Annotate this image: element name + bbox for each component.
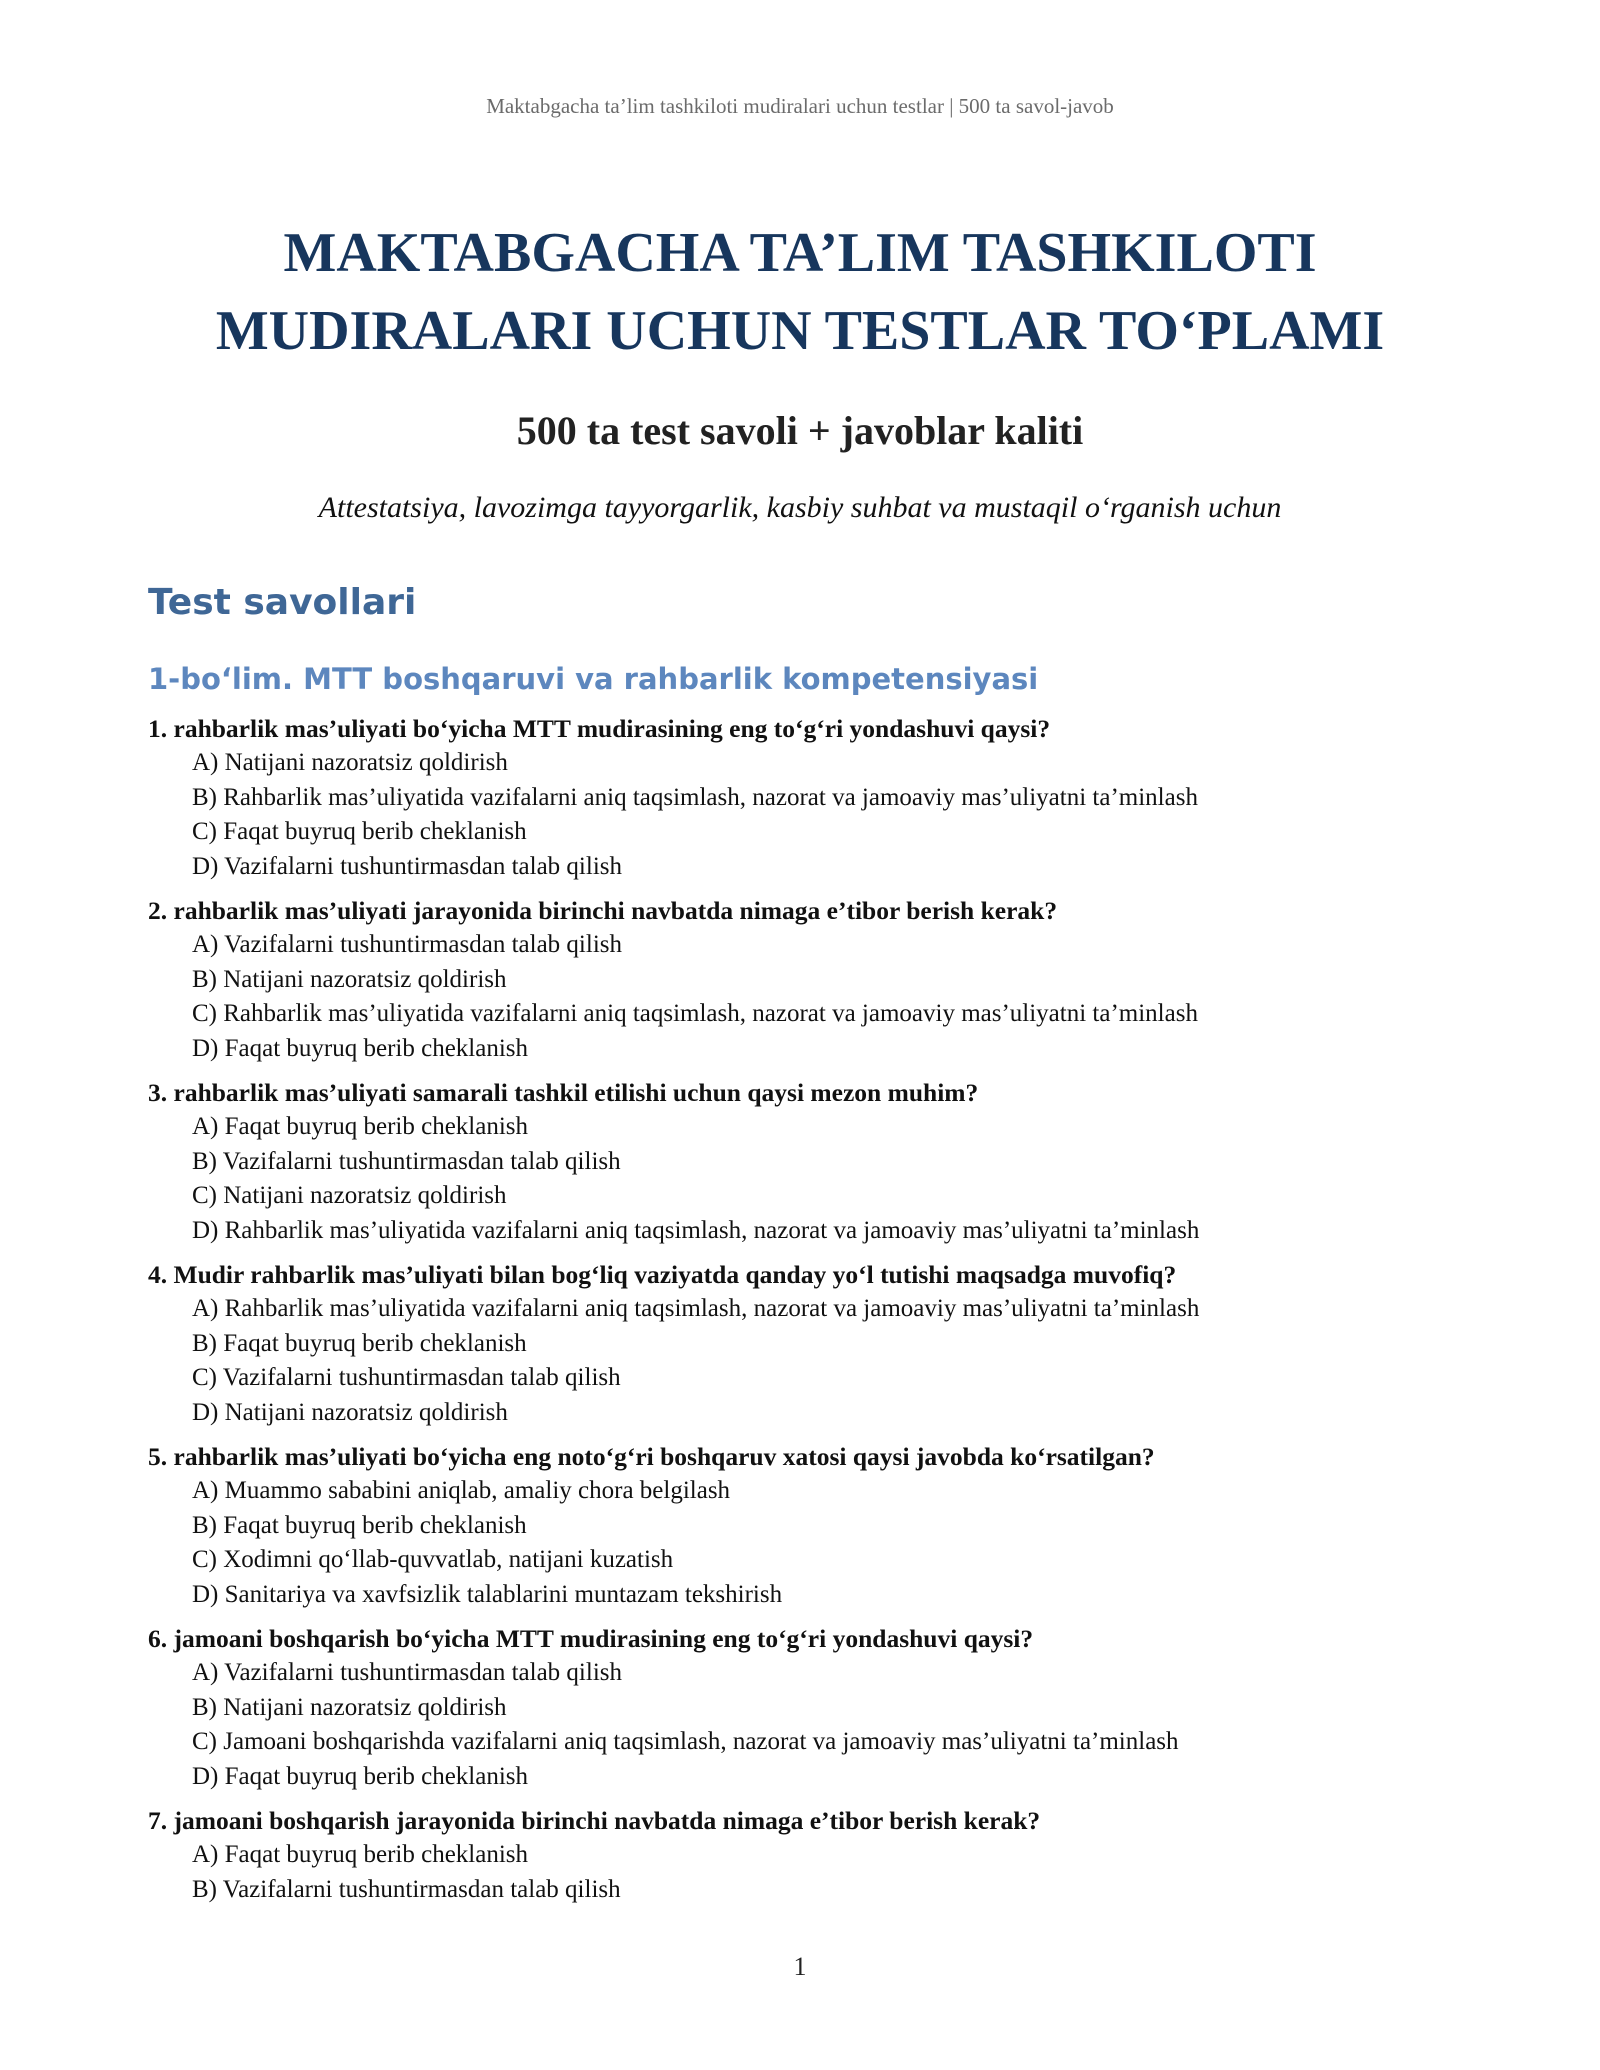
answer-option: B) Vazifalarni tushuntirmasdan talab qilish <box>192 1147 621 1175</box>
answer-option: C) Vazifalarni tushuntirmasdan talab qilish <box>192 1364 621 1391</box>
question-item <box>148 712 1468 884</box>
question-item <box>148 1804 1468 1907</box>
question-text: 2. rahbarlik mas’uliyati jarayonida birinchi navbatda nimaga e’tibor berish kerak? <box>148 896 1058 925</box>
answer-option: B) Faqat buyruq berib cheklanish <box>192 1511 527 1539</box>
answer-option: A) Natijani nazoratsiz qoldirish <box>192 749 508 776</box>
answer-option: C) Rahbarlik mas’uliyatida vazifalarni aniq taqsimlash, nazorat va jamoaviy mas’uliyatni ta’minlash <box>192 1000 1198 1027</box>
answer-option: B) Natijani nazoratsiz qoldirish <box>192 1693 507 1721</box>
subsection-heading: 1-bo‘lim. MTT boshqaruvi va rahbarlik kompetensiyasi <box>148 662 1039 696</box>
document-subtitle: 500 ta test savoli + javoblar kaliti <box>516 408 1084 453</box>
document-title-line-1: MAKTABGACHA TA’LIM TASHKILOTI <box>283 222 1317 284</box>
question-item <box>148 1076 1468 1248</box>
title-block <box>0 214 1600 528</box>
answer-option: A) Vazifalarni tushuntirmasdan talab qilish <box>192 1659 622 1686</box>
question-item <box>148 894 1468 1066</box>
answer-option: D) Sanitariya va xavfsizlik talablarini muntazam tekshirish <box>192 1580 783 1608</box>
question-text: 7. jamoani boshqarish jarayonida birinchi navbatda nimaga e’tibor berish kerak? <box>148 1806 1041 1835</box>
document-tagline: Attestatsiya, lavozimga tayyorgarlik, kasbiy suhbat va mustaqil o‘rganish uchun <box>318 491 1282 524</box>
document-title <box>0 214 1600 370</box>
question-list <box>148 712 1468 1907</box>
document-body <box>148 578 1468 1917</box>
question-item <box>148 1622 1468 1794</box>
document-title-line-2: MUDIRALARI UCHUN TESTLAR TO‘PLAMI <box>215 300 1385 362</box>
answer-option: D) Faqat buyruq berib cheklanish <box>192 1034 529 1062</box>
answer-option: A) Rahbarlik mas’uliyatida vazifalarni aniq taqsimlash, nazorat va jamoaviy mas’uliyatni ta’minlash <box>192 1295 1200 1322</box>
question-text: 4. Mudir rahbarlik mas’uliyati bilan bog‘liq vaziyatda qanday yo‘l tutishi maqsadga muvofiq? <box>148 1260 1177 1289</box>
answer-option: C) Xodimni qo‘llab-quvvatlab, natijani kuzatish <box>192 1546 674 1573</box>
answer-option: B) Natijani nazoratsiz qoldirish <box>192 965 507 993</box>
answer-option: D) Natijani nazoratsiz qoldirish <box>192 1398 508 1426</box>
page-number: 1 <box>793 1952 807 1981</box>
answer-option: A) Muammo sababini aniqlab, amaliy chora belgilash <box>192 1477 731 1504</box>
question-text: 5. rahbarlik mas’uliyati bo‘yicha eng noto‘g‘ri boshqaruv xatosi qaysi javobda ko‘rsatilgan? <box>148 1442 1155 1471</box>
question-item <box>148 1258 1468 1430</box>
answer-option: D) Vazifalarni tushuntirmasdan talab qilish <box>192 852 622 880</box>
answer-option: B) Faqat buyruq berib cheklanish <box>192 1329 527 1357</box>
answer-option: A) Vazifalarni tushuntirmasdan talab qilish <box>192 931 622 958</box>
answer-option: A) Faqat buyruq berib cheklanish <box>192 1113 529 1140</box>
answer-option: B) Rahbarlik mas’uliyatida vazifalarni aniq taqsimlash, nazorat va jamoaviy mas’uliyatni ta’minlash <box>192 783 1198 811</box>
running-header: Maktabgacha ta’lim tashkiloti mudiralari uchun testlar | 500 ta savol-javob <box>486 94 1114 118</box>
answer-option: D) Faqat buyruq berib cheklanish <box>192 1762 529 1790</box>
question-text: 1. rahbarlik mas’uliyati bo‘yicha MTT mudirasining eng to‘g‘ri yondashuvi qaysi? <box>148 714 1051 743</box>
answer-option: C) Natijani nazoratsiz qoldirish <box>192 1182 507 1209</box>
answer-option: C) Jamoani boshqarishda vazifalarni aniq taqsimlash, nazorat va jamoaviy mas’uliyatni ta’minlash <box>192 1728 1179 1755</box>
section-heading: Test savollari <box>148 582 417 623</box>
answer-option: B) Vazifalarni tushuntirmasdan talab qilish <box>192 1875 621 1903</box>
answer-option: C) Faqat buyruq berib cheklanish <box>192 818 527 845</box>
answer-option: D) Rahbarlik mas’uliyatida vazifalarni aniq taqsimlash, nazorat va jamoaviy mas’uliyatni ta’minlash <box>192 1216 1200 1244</box>
question-text: 6. jamoani boshqarish bo‘yicha MTT mudirasining eng to‘g‘ri yondashuvi qaysi? <box>148 1624 1034 1653</box>
answer-option: A) Faqat buyruq berib cheklanish <box>192 1841 529 1868</box>
question-item <box>148 1440 1468 1612</box>
question-text: 3. rahbarlik mas’uliyati samarali tashkil etilishi uchun qaysi mezon muhim? <box>148 1078 979 1107</box>
